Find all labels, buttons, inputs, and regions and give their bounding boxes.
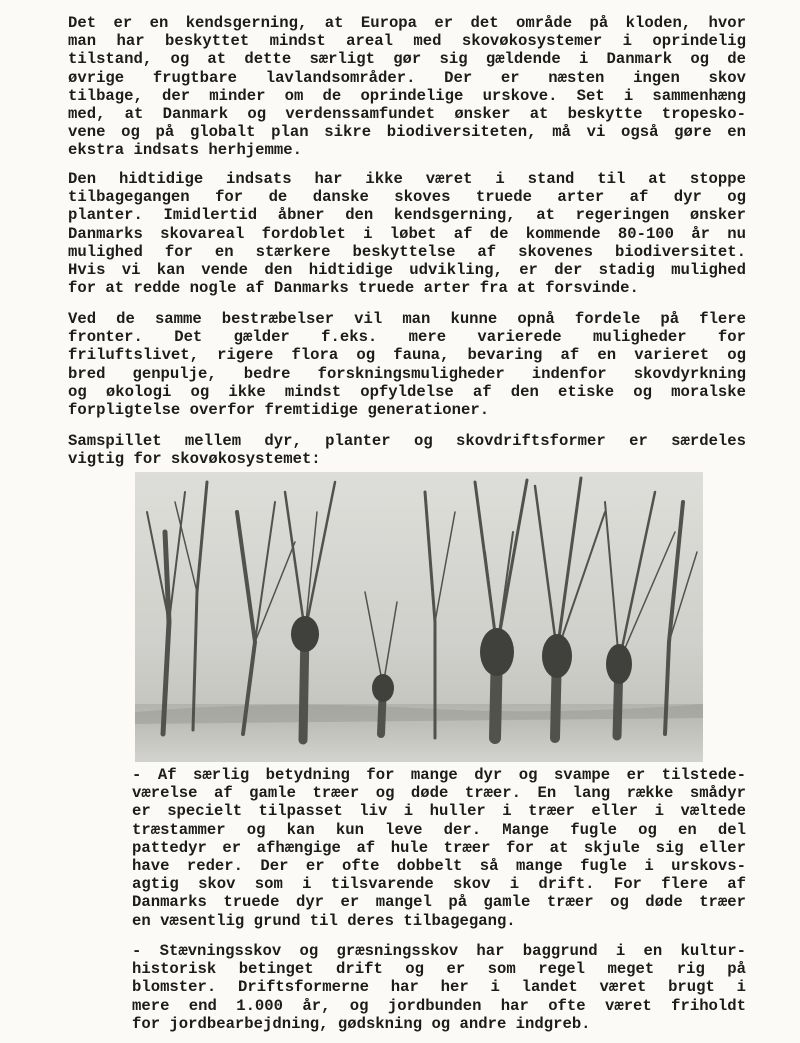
text-line: Hvis vi kan vende den hidtidige udvikling, er der stadig mulighed — [68, 261, 746, 280]
text-line: Samspillet mellem dyr, planter og skovdriftsformer er særdeles — [68, 432, 746, 450]
bullet-1 — [132, 766, 746, 930]
text-line: Ved de samme bestræbelser vil man kunne opnå fordele på flere — [68, 310, 746, 328]
text-line: øvrige frugtbare lavlandsområder. Der er næsten ingen skov — [68, 68, 746, 87]
paragraph-1 — [68, 14, 746, 160]
text-line: træstammer og kan kun leve der. Mange fugle og en del — [132, 820, 746, 839]
text-line: vene og på globalt plan sikre biodiversiteten, må vi også gøre en — [68, 123, 746, 142]
pollard-willow-trees-photo — [135, 472, 703, 762]
text-line: blomster. Driftsformerne har her i landet været brugt i — [132, 978, 746, 997]
text-line: er specielt tilpasset liv i huller i træer eller i væltede — [132, 802, 746, 821]
text-line: bred genpulje, bedre forskningsmuligheder indenfor skovdyrkning — [68, 364, 746, 383]
bullet-2 — [132, 942, 746, 1033]
text-line: friluftslivet, rigere flora og fauna, bevaring af en varieret og — [68, 346, 746, 365]
text-line: Den hidtidige indsats har ikke været i stand til at stoppe — [68, 170, 746, 188]
text-line: fronter. Det gælder f.eks. mere varierede muligheder for — [68, 328, 746, 347]
text-line: vigtig for skovøkosystemet: — [68, 450, 321, 469]
text-line: tilbagegangen for de danske skoves truede arter af dyr og — [68, 188, 746, 207]
text-line: historisk betinget drift og er som regel meget rig på — [132, 960, 746, 979]
text-line: Danmarks skovareal fordoblet i løbet af de kommende 80-100 år nu — [68, 224, 746, 243]
text-line: mulighed for en stærkere beskyttelse af skovenes biodiversitet. — [68, 242, 746, 261]
text-line: med, at Danmark og verdenssamfundet ønsker at beskytte tropesko- — [68, 105, 746, 124]
text-line: mere end 1.000 år, og jordbunden har ofte været friholdt — [132, 996, 746, 1015]
paragraph-2 — [68, 170, 746, 297]
text-line: for at redde nogle af Danmarks truede arter fra at forsvinde. — [68, 279, 639, 298]
text-line: Det er en kendsgerning, at Europa er det område på kloden, hvor — [68, 14, 746, 32]
text-line: og økologi og ikke mindst opfyldelse af den etiske og moralske — [68, 382, 746, 401]
text-line: agtig skov som i tilsvarende skov i drift. For flere af — [132, 875, 746, 894]
paragraph-3 — [68, 310, 746, 419]
text-line: pattedyr er afhængige af hule træer for at skjule sig eller — [132, 838, 746, 857]
text-line: en væsentlig grund til deres tilbagegang. — [132, 911, 516, 930]
text-line: have reder. Der er ofte dobbelt så mange fugle i urskovs- — [132, 857, 746, 876]
text-line: værelse af gamle træer og døde træer. En lang række smådyr — [132, 784, 746, 803]
text-line: for jordbearbejdning, gødskning og andre indgreb. — [132, 1014, 591, 1033]
text-line: man har beskyttet mindst areal med skovøkosystemer i oprindelig — [68, 32, 746, 51]
paragraph-4 — [68, 432, 746, 468]
text-line: Danmarks truede dyr er mangel på gamle træer og døde træer — [132, 893, 746, 912]
text-line: tilstand, og at dette særligt gør sig gældende i Danmark og de — [68, 50, 746, 69]
text-line: planter. Imidlertid åbner den kendsgerning, at regeringen ønsker — [68, 206, 746, 225]
text-line: tilbage, der minder om de oprindelige urskove. Set i sammenhæng — [68, 86, 746, 105]
text-line: - Af særlig betydning for mange dyr og svampe er tilstede- — [132, 766, 746, 784]
text-line: ekstra indsats herhjemme. — [68, 141, 302, 160]
text-line: forpligtelse overfor fremtidige generationer. — [68, 401, 490, 420]
text-line: - Stævningsskov og græsningsskov har baggrund i en kultur- — [132, 942, 746, 960]
